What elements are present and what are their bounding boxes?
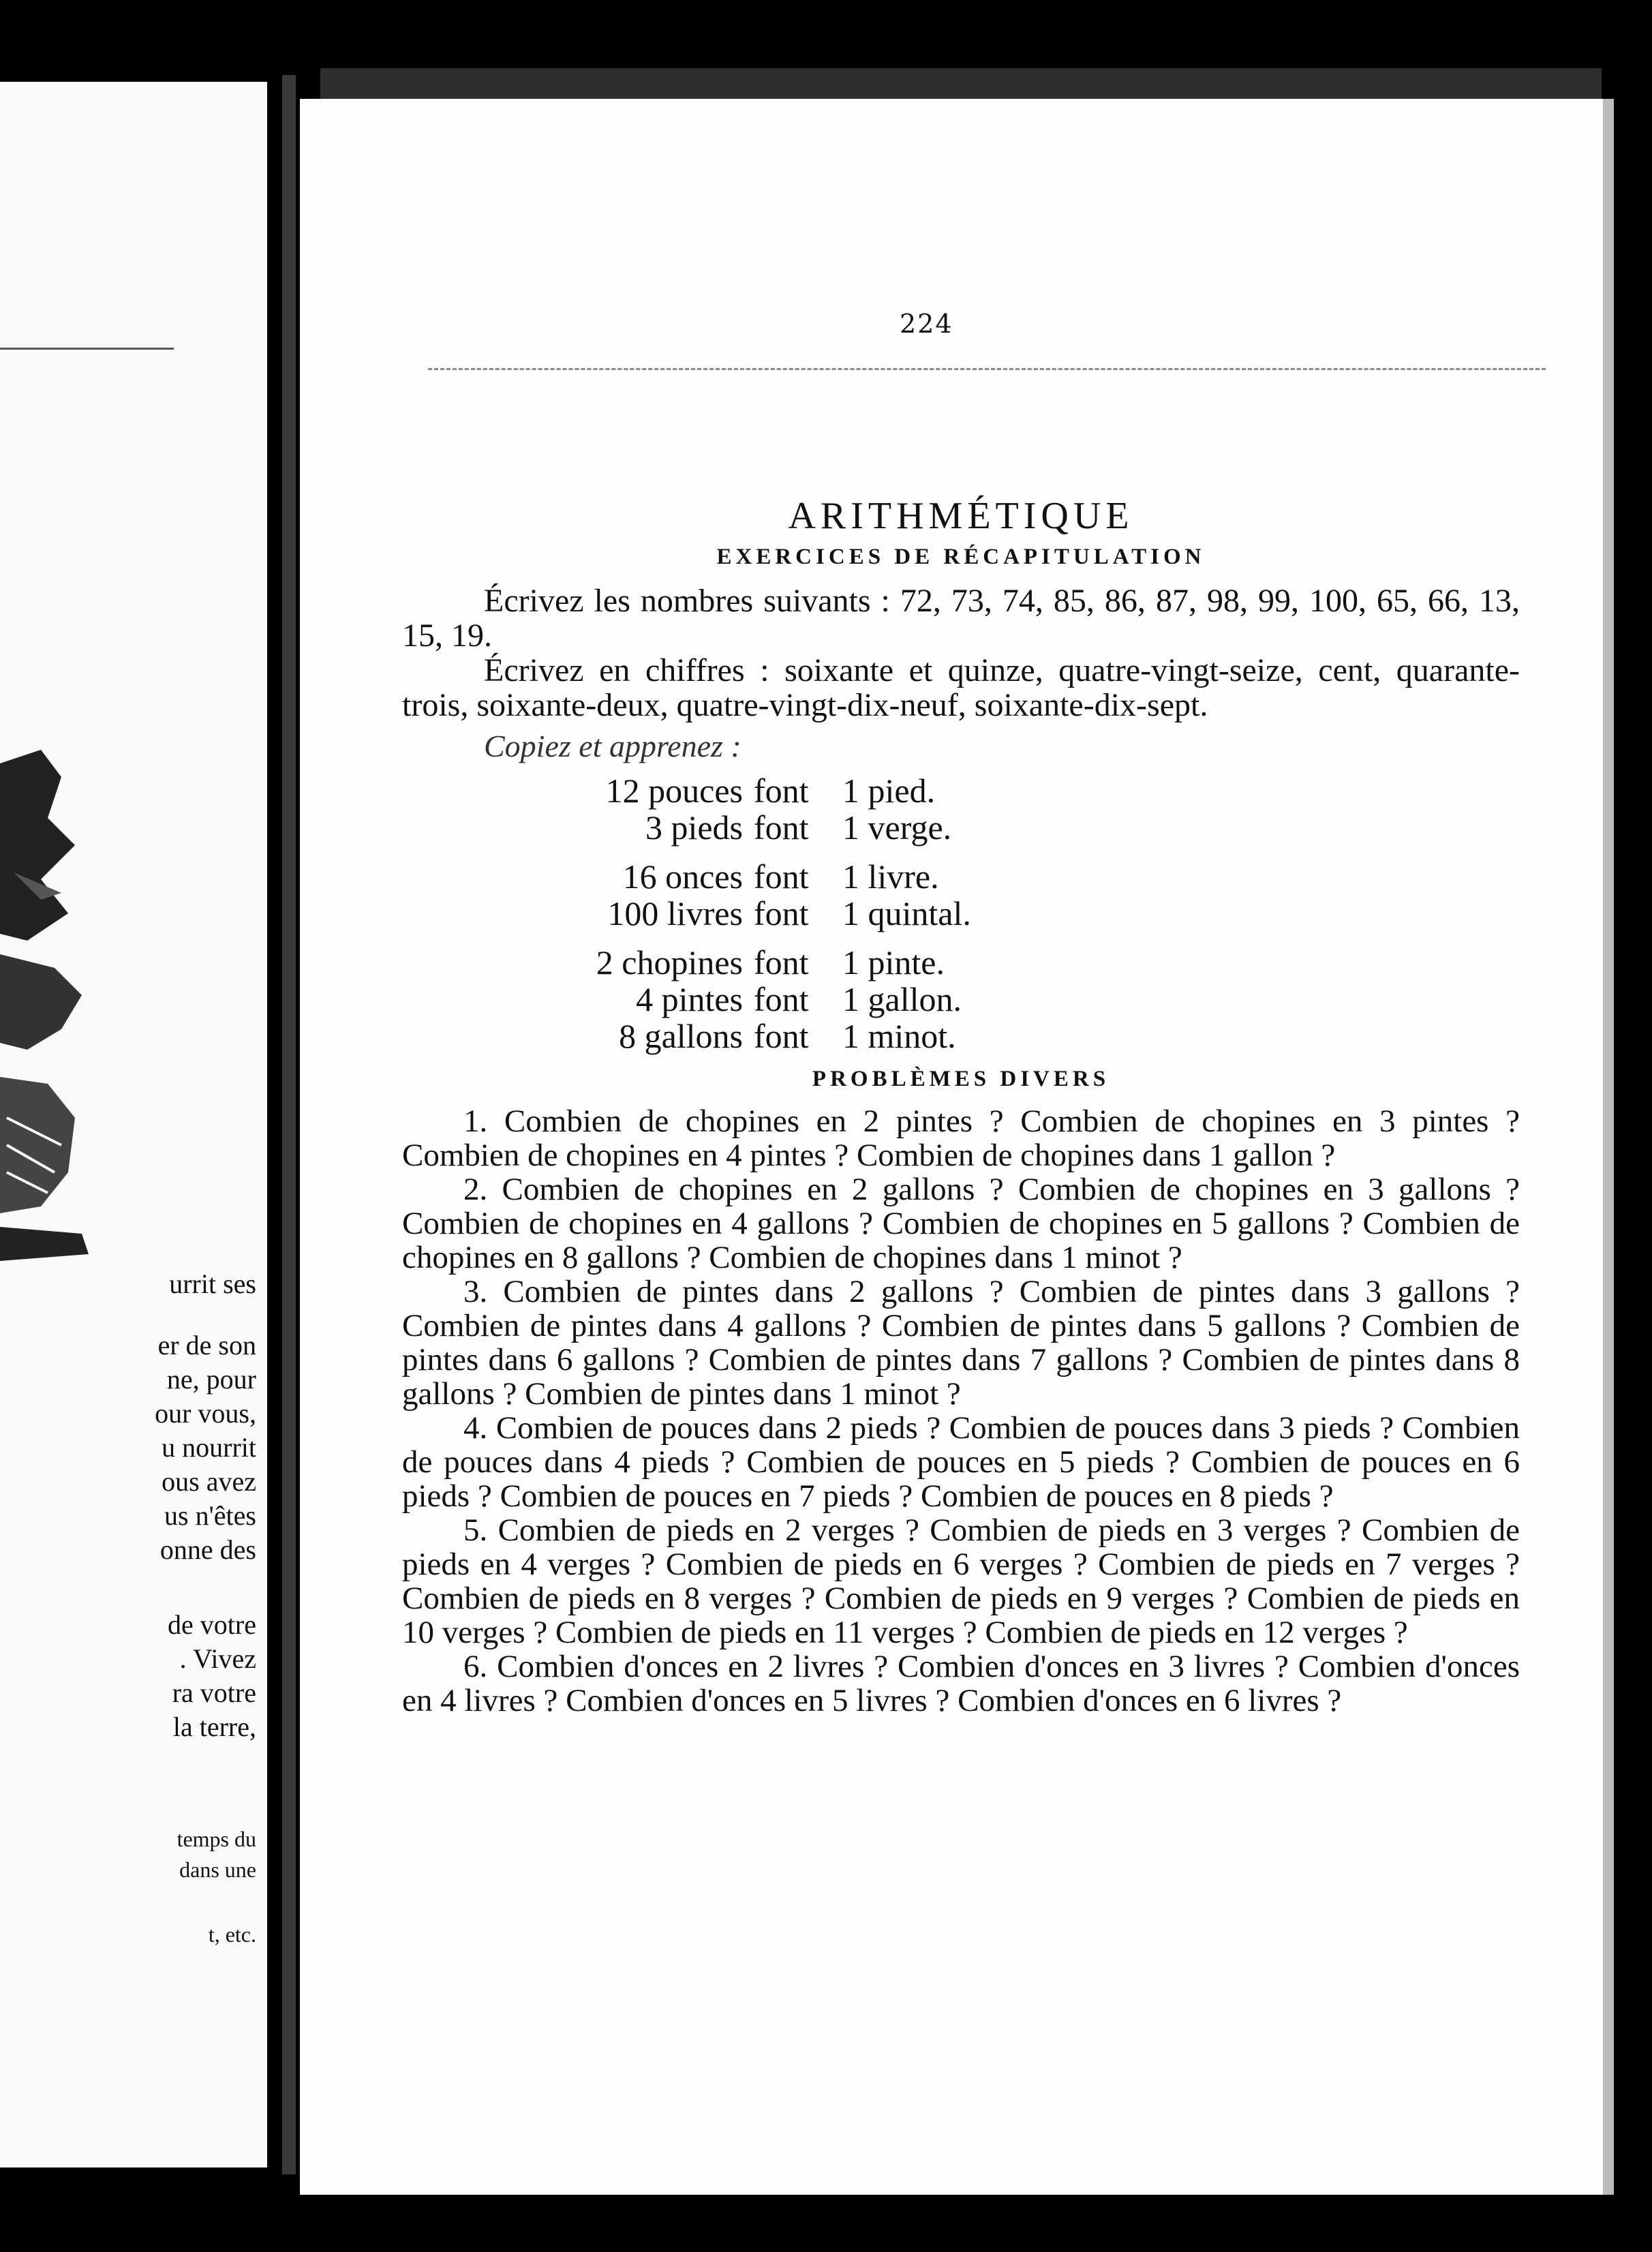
measure-verb: font (754, 857, 809, 896)
problem-paragraph: 2. Combien de chopines en 2 gallons ? Combien de chopines en 3 gallons ? Combien de chopines en 4 gallons ? Combien de chopines en 5 gallons ? Combien de chopines en 8 gallons ? Combien de chopines dans 1 minot ? (402, 1172, 1520, 1275)
measure-result: 1 minot. (842, 1017, 956, 1055)
engraving-illustration (0, 736, 95, 1268)
measure-result: 1 gallon. (842, 980, 962, 1018)
measure-row (402, 944, 1520, 981)
problem-paragraph: 6. Combien d'onces en 2 livres ? Combien d'onces en 3 livres ? Combien d'onces en 4 livres ? Combien d'onces en 5 livres ? Combien d'onces en 6 livres ? (402, 1649, 1520, 1718)
right-page (300, 99, 1614, 2195)
measure-quantity: 3 pieds (645, 808, 743, 847)
instruction-text: Copiez et apprenez : (484, 729, 741, 763)
binding-edge (282, 75, 296, 2174)
measure-verb: font (754, 772, 809, 810)
page-title: ARITHMÉTIQUE (788, 495, 1134, 537)
left-text-line: us n'êtes (164, 1500, 256, 1531)
measure-result: 1 pied. (842, 772, 936, 810)
left-page-fragment (0, 82, 267, 2167)
problem-paragraph: 5. Combien de pieds en 2 verges ? Combien de pieds en 3 verges ? Combien de pieds en 4 verges ? Combien de pieds en 6 verges ? Combien de pieds en 7 verges ? Combien de pieds en 8 verges ? Combien de pieds en 9 verges ? Combien de pieds en 10 verges ? Combien de pieds en 11 verges ? Combien de pieds en 12 verges ? (402, 1512, 1520, 1650)
section-title: EXERCICES DE RÉCAPITULATION (716, 545, 1206, 569)
left-text-line: onne des (159, 1534, 256, 1565)
left-text-line: er de son (157, 1330, 256, 1360)
problem-paragraph: 3. Combien de pintes dans 2 gallons ? Combien de pintes dans 3 gallons ? Combien de pintes dans 4 gallons ? Combien de pintes dans 5 gallons ? Combien de pintes dans 6 gallons ? Combien de pintes dans 7 gallons ? Combien de pintes dans 8 gallons ? Combien de pintes dans 1 minot ? (402, 1274, 1520, 1412)
measure-group (402, 858, 1520, 932)
problem-paragraph: 4. Combien de pouces dans 2 pieds ? Combien de pouces dans 3 pieds ? Combien de pouces dans 4 pieds ? Combien de pouces en 5 pieds ? Combien de pouces en 6 pieds ? Combien de pouces en 7 pieds ? Combien de pouces en 8 pieds ? (402, 1410, 1520, 1514)
left-text-line: t, etc. (208, 1922, 256, 1947)
left-page-rule (0, 348, 174, 350)
page-top-edge (320, 68, 1602, 100)
measure-row (402, 858, 1520, 895)
measure-group (402, 772, 1520, 846)
measure-verb: font (754, 894, 809, 932)
left-text-line: urrit ses (169, 1268, 256, 1299)
left-text-line: our vous, (155, 1398, 256, 1429)
measure-result: 1 verge. (842, 808, 952, 847)
left-text-line: la terre, (172, 1711, 256, 1742)
measure-quantity: 100 livres (607, 894, 743, 932)
measure-result: 1 livre. (842, 857, 939, 896)
problems-title: PROBLÈMES DIVERS (812, 1067, 1110, 1091)
left-text-line: ne, pour (166, 1364, 256, 1395)
left-text-line: u nourrit (162, 1432, 256, 1463)
measure-quantity: 12 pouces (605, 772, 743, 810)
left-text-line: ra votre (172, 1677, 256, 1708)
page-content (402, 392, 1520, 1718)
measure-row (402, 895, 1520, 932)
measure-row (402, 809, 1520, 846)
measure-quantity: 2 chopines (596, 943, 743, 982)
exercise-paragraph: Écrivez en chiffres : soixante et quinze, quatre-vingt-seize, cent, quarante-trois, soixante-deux, quatre-vingt-dix-neuf, soixante-dix-sept. (402, 652, 1520, 723)
page-number: 224 (900, 309, 953, 339)
measure-row (402, 772, 1520, 809)
measure-result: 1 pinte. (842, 943, 945, 982)
measure-row (402, 1018, 1520, 1054)
measure-verb: font (754, 808, 809, 847)
measure-quantity: 4 pintes (636, 980, 743, 1018)
left-text-line: temps du (177, 1827, 256, 1851)
left-text-line: dans une (179, 1857, 256, 1882)
left-text-line: . Vivez (179, 1643, 256, 1674)
measure-verb: font (754, 1017, 809, 1055)
header-rule (428, 368, 1546, 370)
measure-quantity: 8 gallons (619, 1017, 743, 1055)
page-edge-shadow (1603, 99, 1614, 2195)
measure-result: 1 quintal. (842, 894, 971, 932)
measure-group (402, 944, 1520, 1054)
measure-verb: font (754, 980, 809, 1018)
measure-row (402, 981, 1520, 1018)
left-text-line: ous avez (162, 1466, 256, 1497)
measure-verb: font (754, 943, 809, 982)
left-text-line: de votre (168, 1609, 256, 1640)
problem-paragraph: 1. Combien de chopines en 2 pintes ? Combien de chopines en 3 pintes ? Combien de chopines en 4 pintes ? Combien de chopines dans 1 gallon ? (402, 1104, 1520, 1173)
measure-quantity: 16 onces (622, 857, 743, 896)
exercise-paragraph: Écrivez les nombres suivants : 72, 73, 74, 85, 86, 87, 98, 99, 100, 65, 66, 13, 15, 19. (402, 583, 1520, 654)
